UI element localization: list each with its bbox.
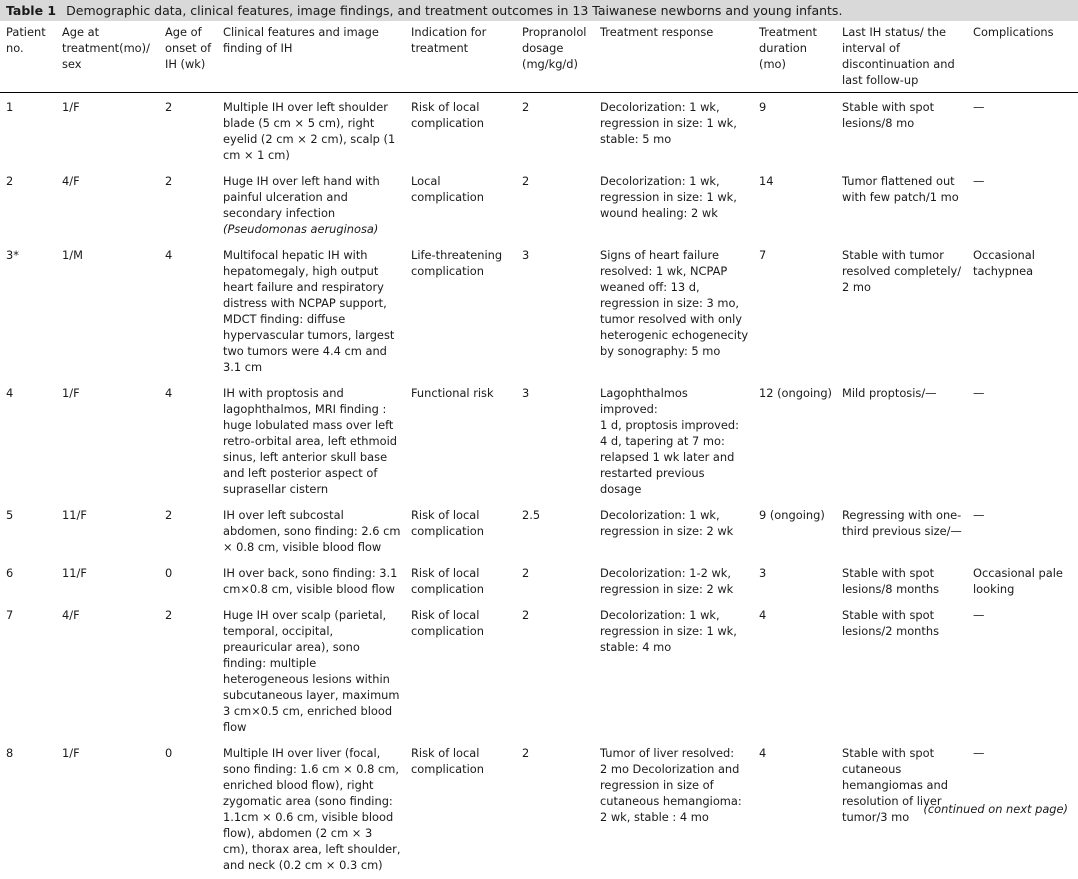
cell-clinical <box>217 169 405 243</box>
cell-onset: 4 <box>165 386 173 400</box>
cell-indication: Risk of local complication <box>411 566 484 596</box>
cell-patient: 1 <box>6 100 14 114</box>
cell-patient: 5 <box>6 508 14 522</box>
cell-age-sex: 1/M <box>62 248 83 262</box>
table-caption <box>0 0 1078 21</box>
header-status: Last IH status/ the interval of discontinuation and last follow-up <box>836 22 967 93</box>
cell-onset: 2 <box>165 508 173 522</box>
table-title: Demographic data, clinical features, image findings, and treatment outcomes in 13 Taiwanese newborns and young infants. <box>66 3 843 18</box>
header-age-sex: Age at treatment(mo)/ sex <box>56 22 159 93</box>
cell-onset: 2 <box>165 174 173 188</box>
header-response: Treatment response <box>594 22 753 93</box>
table-row <box>0 741 1078 879</box>
cell-status: Mild proptosis/— <box>842 386 937 400</box>
header-row <box>0 22 1078 93</box>
cell-patient: 6 <box>6 566 14 580</box>
cell-patient: 2 <box>6 174 14 188</box>
cell-duration: 7 <box>759 248 767 262</box>
cell-duration: 4 <box>759 746 767 760</box>
cell-complications: — <box>973 100 985 114</box>
cell-age-sex: 11/F <box>62 508 87 522</box>
table-row <box>0 169 1078 243</box>
cell-response: Lagophthalmos improved: 1 d, proptosis improved: 4 d, tapering at 7 mo: relapsed 1 wk later and restarted previous dosage <box>600 386 740 496</box>
cell-patient: 3* <box>6 248 19 262</box>
cell-complications: — <box>973 174 985 188</box>
table-row <box>0 243 1078 381</box>
cell-status: Stable with spot cutaneous hemangiomas and resolution of liver tumor/3 mo <box>842 746 948 824</box>
cell-duration: 9 <box>759 100 767 114</box>
cell-clinical: IH with proptosis and lagophthalmos, MRI finding : huge lobulated mass over left retro-orbital area, left ethmoid sinus, left anterior skull base and left posterior aspect of suprasellar cistern <box>223 386 397 496</box>
cell-complications: — <box>973 608 985 622</box>
cell-age-sex: 1/F <box>62 746 80 760</box>
cell-complications: Occasional pale looking <box>973 566 1063 596</box>
cell-dosage: 3 <box>522 248 530 262</box>
header-onset: Age of onset of IH (wk) <box>159 22 217 93</box>
table-row <box>0 93 1078 170</box>
header-complications: Complications <box>967 22 1078 93</box>
cell-status: Stable with tumor resolved completely/ 2 mo <box>842 248 962 294</box>
cell-complications: — <box>973 386 985 400</box>
cell-indication: Functional risk <box>411 386 494 400</box>
cell-onset: 0 <box>165 746 173 760</box>
cell-duration: 4 <box>759 608 767 622</box>
cell-onset: 4 <box>165 248 173 262</box>
cell-status: Stable with spot lesions/8 months <box>842 566 940 596</box>
header-indication: Indication for treatment <box>405 22 516 93</box>
cell-patient: 8 <box>6 746 14 760</box>
cell-clinical: Multiple IH over liver (focal, sono finding: 1.6 cm × 0.8 cm, enriched blood flow), right zygomatic area (sono finding: 1.1cm × 0.6 cm, visible blood flow), abdomen (2 cm × 3 cm), thorax area, left shoulder, and neck (0.2 cm × 0.3 cm) <box>223 746 401 872</box>
cell-dosage: 2.5 <box>522 508 541 522</box>
cell-status: Regressing with one-third previous size/— <box>842 508 962 538</box>
table-row <box>0 381 1078 503</box>
cell-age-sex: 4/F <box>62 608 80 622</box>
cell-response: Tumor of liver resolved: 2 mo Decolorization and regression in size of cutaneous hemangioma: 2 wk, stable : 4 mo <box>600 746 742 824</box>
cell-clinical: Multiple IH over left shoulder blade (5 cm × 5 cm), right eyelid (2 cm × 2 cm), scalp (1 cm × 1 cm) <box>223 100 396 162</box>
cell-response: Decolorization: 1 wk, regression in size: 2 wk <box>600 508 734 538</box>
cell-onset: 0 <box>165 566 173 580</box>
cell-indication: Risk of local complication <box>411 608 484 638</box>
cell-indication: Risk of local complication <box>411 508 484 538</box>
cell-complications: Occasional tachypnea <box>973 248 1035 278</box>
cell-onset: 2 <box>165 100 173 114</box>
header-dosage: Propranolol dosage (mg/kg/d) <box>516 22 594 93</box>
cell-dosage: 2 <box>522 608 530 622</box>
cell-dosage: 2 <box>522 566 530 580</box>
cell-status: Tumor flattened out with few patch/1 mo <box>842 174 959 204</box>
cell-age-sex: 1/F <box>62 100 80 114</box>
cell-indication: Risk of local complication <box>411 746 484 776</box>
table-row <box>0 603 1078 741</box>
cell-status: Stable with spot lesions/2 months <box>842 608 940 638</box>
cell-dosage: 3 <box>522 386 530 400</box>
cell-patient: 7 <box>6 608 14 622</box>
cell-duration: 3 <box>759 566 767 580</box>
cell-patient: 4 <box>6 386 14 400</box>
cell-indication: Life-threatening complication <box>411 248 503 278</box>
cell-complications: — <box>973 508 985 522</box>
cell-clinical: IH over back, sono finding: 3.1 cm×0.8 cm, visible blood flow <box>223 566 398 596</box>
cell-indication: Local complication <box>411 174 484 204</box>
cell-clinical: Multifocal hepatic IH with hepatomegaly, high output heart failure and respiratory distress with NCPAP support, MDCT finding: diffuse hypervascular tumors, largest two tumors were 4.4 cm and 3.1 cm <box>223 248 395 374</box>
table-label: Table 1 <box>6 3 57 18</box>
continued-note: (continued on next page) <box>923 802 1068 816</box>
cell-clinical: Huge IH over scalp (parietal, temporal, occipital, preauricular area), sono finding: multiple heterogeneous lesions within subcutaneous layer, maximum 3 cm×0.5 cm, enriched blood flow <box>223 608 400 734</box>
cell-dosage: 2 <box>522 100 530 114</box>
cell-age-sex: 11/F <box>62 566 87 580</box>
cell-response: Decolorization: 1 wk, regression in size: 1 wk, wound healing: 2 wk <box>600 174 737 220</box>
header-clinical: Clinical features and image finding of IH <box>217 22 405 93</box>
cell-dosage: 2 <box>522 174 530 188</box>
table-row <box>0 503 1078 561</box>
cell-response: Decolorization: 1 wk, regression in size: 1 wk, stable: 5 mo <box>600 100 737 146</box>
cell-duration: 9 (ongoing) <box>759 508 825 522</box>
organism-name: (Pseudomonas aeruginosa) <box>223 222 379 236</box>
table-row <box>0 561 1078 603</box>
cell-response: Decolorization: 1 wk, regression in size: 1 wk, stable: 4 mo <box>600 608 737 654</box>
cell-indication: Risk of local complication <box>411 100 484 130</box>
cell-age-sex: 1/F <box>62 386 80 400</box>
cell-onset: 2 <box>165 608 173 622</box>
cell-response: Decolorization: 1-2 wk, regression in size: 2 wk <box>600 566 734 596</box>
clinical-text: Huge IH over left hand with painful ulceration and secondary infection <box>223 174 380 220</box>
cell-dosage: 2 <box>522 746 530 760</box>
cell-response: Signs of heart failure resolved: 1 wk, NCPAP weaned off: 13 d, regression in size: 3 mo, tumor resolved with only heterogenic echogenecity by sonography: 5 mo <box>600 248 749 358</box>
header-duration: Treatment duration (mo) <box>753 22 836 93</box>
cell-duration: 12 (ongoing) <box>759 386 833 400</box>
cell-duration: 14 <box>759 174 774 188</box>
cell-status: Stable with spot lesions/8 mo <box>842 100 935 130</box>
cell-complications: — <box>973 746 985 760</box>
header-patient: Patient no. <box>0 22 56 93</box>
cell-age-sex: 4/F <box>62 174 80 188</box>
data-table <box>0 22 1078 879</box>
cell-clinical: IH over left subcostal abdomen, sono finding: 2.6 cm × 0.8 cm, visible blood flow <box>223 508 401 554</box>
